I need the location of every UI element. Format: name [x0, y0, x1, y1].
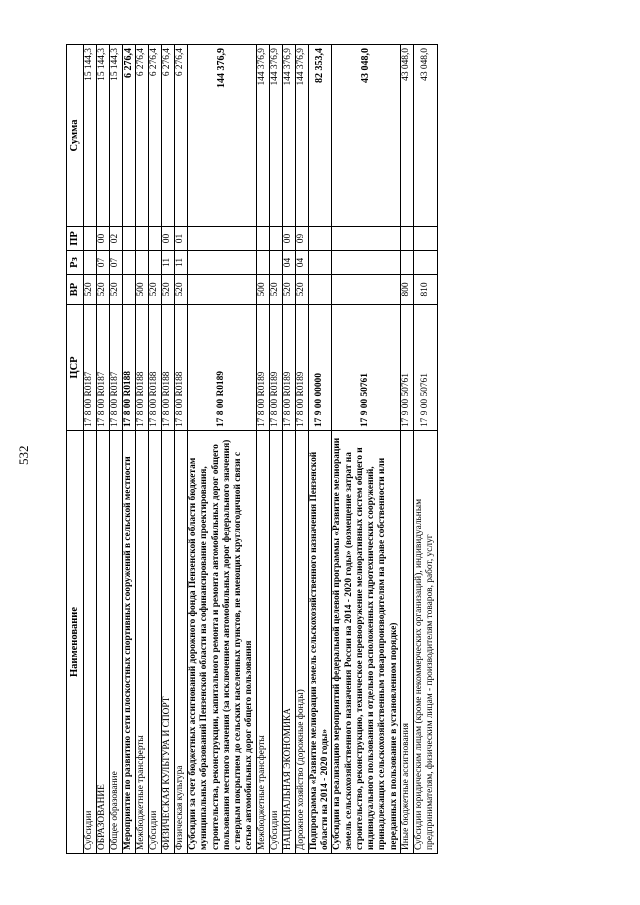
cell-csr: 17 9 00 50761 [400, 305, 413, 431]
table-row [332, 45, 401, 854]
cell-pr [256, 227, 269, 251]
cell-rz: 07 [97, 251, 110, 275]
table-row [97, 45, 110, 854]
cell-vr: 520 [295, 275, 308, 305]
cell-sum: 144 376,9 [282, 45, 295, 227]
cell-sum: 144 376,9 [269, 45, 282, 227]
cell-sum: 15 144,3 [84, 45, 97, 227]
cell-vr [308, 275, 332, 305]
cell-vr: 520 [282, 275, 295, 305]
cell-pr: 09 [295, 227, 308, 251]
cell-name: ОБРАЗОВАНИЕ [97, 431, 110, 854]
col-header-rz: Рз [67, 251, 84, 275]
cell-sum: 43 048,0 [332, 45, 401, 227]
cell-pr [188, 227, 257, 251]
cell-vr: 500 [136, 275, 149, 305]
cell-name: Иные бюджетные ассигнования [400, 431, 413, 854]
cell-vr: 520 [175, 275, 188, 305]
cell-pr [308, 227, 332, 251]
cell-vr: 520 [97, 275, 110, 305]
table-header-row [67, 45, 84, 854]
table-row [269, 45, 282, 854]
cell-rz: 04 [295, 251, 308, 275]
cell-sum: 43 048,0 [413, 45, 437, 227]
cell-sum: 6 276,4 [162, 45, 175, 227]
cell-pr: 01 [175, 227, 188, 251]
cell-sum: 144 376,9 [295, 45, 308, 227]
table-row [110, 45, 123, 854]
cell-pr [413, 227, 437, 251]
table-row [308, 45, 332, 854]
cell-name: Субсидии [149, 431, 162, 854]
cell-sum: 43 048,0 [400, 45, 413, 227]
cell-vr [188, 275, 257, 305]
cell-csr: 17 9 00 00000 [308, 305, 332, 431]
cell-sum: 6 276,4 [136, 45, 149, 227]
cell-csr: 17 8 00 R0189 [269, 305, 282, 431]
cell-sum: 144 376,9 [188, 45, 257, 227]
cell-rz: 04 [282, 251, 295, 275]
cell-name: Межбюджетные трансферты [136, 431, 149, 854]
cell-pr: 00 [162, 227, 175, 251]
cell-pr [149, 227, 162, 251]
table-row [256, 45, 269, 854]
cell-name: НАЦИОНАЛЬНАЯ ЭКОНОМИКА [282, 431, 295, 854]
col-header-name: Наименование [67, 431, 84, 854]
cell-rz [149, 251, 162, 275]
cell-rz [84, 251, 97, 275]
cell-sum: 15 144,3 [110, 45, 123, 227]
cell-vr: 520 [110, 275, 123, 305]
cell-name: Субсидии [269, 431, 282, 854]
cell-name: Общее образование [110, 431, 123, 854]
table-row [149, 45, 162, 854]
cell-rz [400, 251, 413, 275]
cell-sum: 144 376,9 [256, 45, 269, 227]
table-row [84, 45, 97, 854]
cell-rz: 07 [110, 251, 123, 275]
table-row [123, 45, 136, 854]
table-row [413, 45, 437, 854]
cell-csr: 17 8 00 R0188 [149, 305, 162, 431]
table-row [400, 45, 413, 854]
cell-sum: 6 276,4 [149, 45, 162, 227]
cell-name: Дорожное хозяйство (дорожные фонды) [295, 431, 308, 854]
cell-csr: 17 8 00 R0187 [84, 305, 97, 431]
table-row [162, 45, 175, 854]
cell-vr: 500 [256, 275, 269, 305]
cell-csr: 17 8 00 R0189 [188, 305, 257, 431]
cell-csr: 17 8 00 R0188 [123, 305, 136, 431]
cell-name: Подпрограмма «Развитие мелиорации земель сельскохозяйственного назначения Пензенской области на 2014 - 2020 годы» [308, 431, 332, 854]
col-header-sum: Сумма [67, 45, 84, 227]
cell-name: Субсидии юридическим лицам (кроме некоммерческих организаций), индивидуальным предпринимателям, физическим лицам - производителям товаров, работ, услуг [413, 431, 437, 854]
cell-name: Субсидии за счет бюджетных ассигнований дорожного фонда Пензенской области бюджетам муниципальных образований Пензенской области на софинансирование проектирования, строительства, реконструкции, капитального ремонта и ремонта автомобильных дорог общего пользования местного значения (за исключением автомобильных дорог федерального значения) с твердым покрытием до сельских населенных пунктов, не имеющих круглогодичной связи с сетью автомобильных дорог общего пользования [188, 431, 257, 854]
cell-pr [332, 227, 401, 251]
cell-rz [136, 251, 149, 275]
cell-rz [188, 251, 257, 275]
table-row [295, 45, 308, 854]
cell-sum: 15 144,3 [97, 45, 110, 227]
cell-name: ФИЗИЧЕСКАЯ КУЛЬТУРА И СПОРТ [162, 431, 175, 854]
cell-csr: 17 8 00 R0189 [282, 305, 295, 431]
cell-csr: 17 8 00 R0188 [136, 305, 149, 431]
cell-csr: 17 8 00 R0188 [175, 305, 188, 431]
cell-rz [123, 251, 136, 275]
cell-csr: 17 9 00 50761 [332, 305, 401, 431]
budget-table [66, 44, 438, 854]
cell-vr [123, 275, 136, 305]
cell-vr [332, 275, 401, 305]
cell-pr [269, 227, 282, 251]
cell-csr: 17 8 00 R0189 [256, 305, 269, 431]
col-header-pr: ПР [67, 227, 84, 251]
cell-vr: 520 [84, 275, 97, 305]
table-row [282, 45, 295, 854]
cell-sum: 6 276,4 [123, 45, 136, 227]
cell-sum: 82 353,4 [308, 45, 332, 227]
cell-rz: 11 [162, 251, 175, 275]
cell-rz [256, 251, 269, 275]
col-header-vr: ВР [67, 275, 84, 305]
cell-csr: 17 8 00 R0189 [295, 305, 308, 431]
cell-pr [123, 227, 136, 251]
cell-name: Межбюджетные трансферты [256, 431, 269, 854]
cell-rz: 11 [175, 251, 188, 275]
table-body [84, 45, 438, 854]
cell-name: Субсидии на реализацию мероприятий федеральной целевой программы «Развитие мелиорации земель сельскохозяйственного назначения России на 2014 - 2020 годы» (возмещение затрат на строительство, реконструкцию, техническое перевооружение мелиоративных систем общего и индивидуального пользования и отдельно расположенных гидротехнических сооружений, принадлежащих сельскохозяйственным товаропроизводителям на праве собственности или переданных в пользование в установленном порядке) [332, 431, 401, 854]
table-row [136, 45, 149, 854]
cell-csr: 17 8 00 R0187 [110, 305, 123, 431]
cell-name: Физическая культура [175, 431, 188, 854]
cell-rz [269, 251, 282, 275]
cell-csr: 17 8 00 R0188 [162, 305, 175, 431]
cell-csr: 17 8 00 R0187 [97, 305, 110, 431]
cell-rz [308, 251, 332, 275]
cell-pr: 00 [282, 227, 295, 251]
cell-pr: 00 [97, 227, 110, 251]
table-row [188, 45, 257, 854]
cell-name: Субсидии [84, 431, 97, 854]
cell-rz [413, 251, 437, 275]
cell-pr [136, 227, 149, 251]
cell-vr: 520 [149, 275, 162, 305]
cell-vr: 810 [413, 275, 437, 305]
cell-vr: 520 [269, 275, 282, 305]
table-row [175, 45, 188, 854]
cell-vr: 800 [400, 275, 413, 305]
cell-name: Мероприятие по развитию сети плоскостных спортивных сооружений в сельской местности [123, 431, 136, 854]
cell-vr: 520 [162, 275, 175, 305]
page-number: 532 [16, 445, 31, 465]
cell-rz [332, 251, 401, 275]
cell-csr: 17 9 00 50761 [413, 305, 437, 431]
cell-sum: 6 276,4 [175, 45, 188, 227]
cell-pr [400, 227, 413, 251]
cell-pr: 02 [110, 227, 123, 251]
cell-pr [84, 227, 97, 251]
col-header-csr: ЦСР [67, 305, 84, 431]
